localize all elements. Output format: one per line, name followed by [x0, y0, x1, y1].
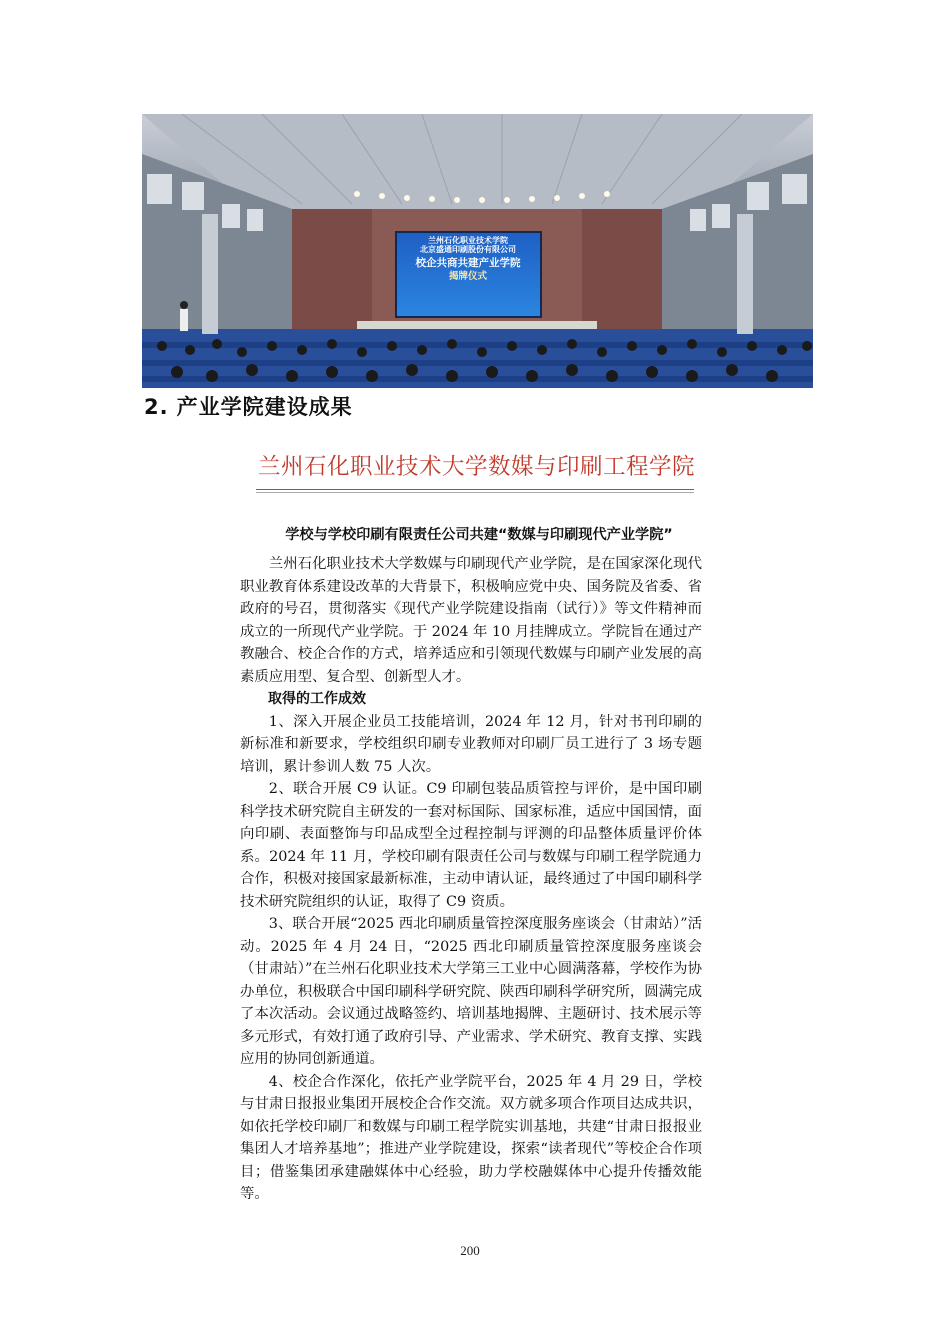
screen-banner	[398, 236, 538, 283]
section-title: 产业学院建设成果	[176, 395, 353, 419]
document-body	[240, 553, 702, 1206]
section-number: 2.	[144, 395, 169, 419]
paragraph-item-3: 3、联合开展“2025 西北印刷质量管控深度服务座谈会（甘肃站）”活动。2025 年 4 月 24 日，“2025 西北印刷质量管控深度服务座谈会（甘肃站）”在兰州石化职业技术大学第三工业中心圆满落幕，学校作为协办单位，积极联合中国印刷科学研究院、陕西印刷科学研究所，圆满完成了本次活动。会议通过战略签约、培训基地揭牌、主题研讨、技术展示等多元形式，有效打通了政府引导、产业需求、学术研究、教育支撑、实践应用的协同创新通道。	[240, 916, 702, 1067]
banner-line-4: 揭牌仪式	[448, 271, 487, 283]
subheading-results: 取得的工作成效	[268, 691, 366, 707]
letterhead-rule	[256, 489, 694, 490]
letterhead-rule-thin	[256, 492, 694, 493]
banner-line-2: 北京盛通印刷股份有限公司	[420, 245, 516, 255]
paragraph-intro: 兰州石化职业技术大学数媒与印刷现代产业学院，是在国家深化现代职业教育体系建设改革的大背景下，积极响应党中央、国务院及省委、省政府的号召，贯彻落实《现代产业学院建设指南（试行）》等文件精神而成立的一所现代产业学院。于 2024 年 10 月挂牌成立。学院旨在通过产教融合、校企合作的方式，培养适应和引领现代数媒与印刷产业发展的高素质应用型、复合型、创新型人才。	[240, 556, 702, 685]
banner-line-3: 校企共商共建产业学院	[415, 257, 521, 270]
paragraph-item-2: 2、联合开展 C9 认证。C9 印刷包装品质管控与评价，是中国印刷科学技术研究院自主研发的一套对标国际、国家标准，适应中国国情，面向印刷、表面整饰与印品成型全过程控制与评测的印品整体质量评价体系。2024 年 11 月，学校印刷有限责任公司与数媒与印刷工程学院通力合作，积极对接国家最新标准，主动申请认证，最终通过了中国印刷科学技术研究院组织的认证，取得了 C9 资质。	[240, 781, 702, 910]
paragraph-item-1: 1、深入开展企业员工技能培训，2024 年 12 月，针对书刊印刷的新标准和新要求，学校组织印刷专业教师对印刷厂员工进行了 3 场专题培训，累计参训人数 75 人次。	[240, 713, 702, 775]
banner-line-1: 兰州石化职业技术学院	[428, 236, 508, 245]
section-heading	[144, 391, 353, 421]
document-letterhead: 兰州石化职业技术大学数媒与印刷工程学院	[258, 454, 696, 480]
paragraph-item-4: 4、校企合作深化，依托产业学院平台，2025 年 4 月 29 日，学校与甘肃日报报业集团开展校企合作交流。双方就多项合作项目达成共识，如依托学校印刷厂和数媒与印刷工程学院实训基地，共建“甘肃日报报业集团人才培养基地”；推进产业学院建设，探索“读者现代”等校企合作项目；借鉴集团承建融媒体中心经验，助力学校融媒体中心提升传播效能等。	[240, 1073, 702, 1202]
page-number: 200	[460, 1243, 480, 1258]
document-title: 学校与学校印刷有限责任公司共建“数媒与印刷现代产业学院”	[285, 527, 673, 543]
